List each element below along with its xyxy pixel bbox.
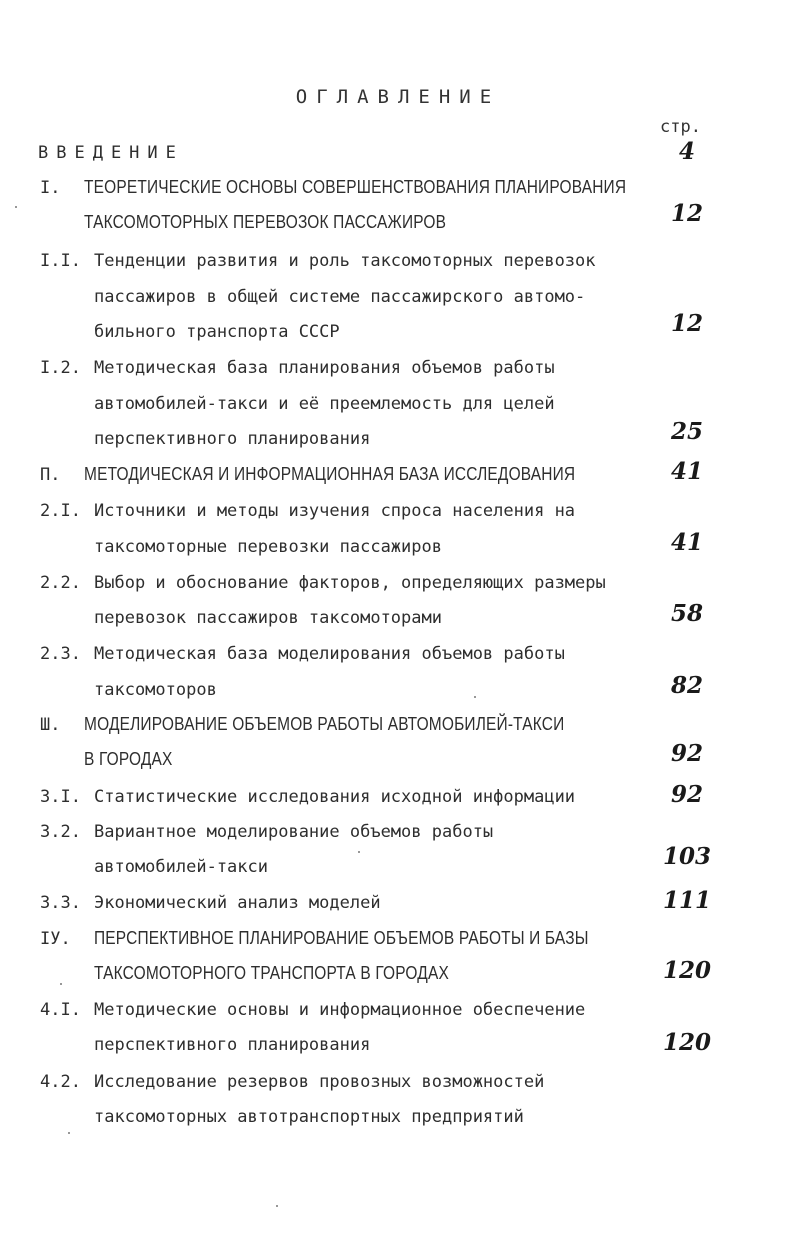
toc-section-title-line: Источники и методы изучения спроса населения на bbox=[94, 501, 576, 521]
toc-section-title-line: Методическая база моделирования объемов работы bbox=[94, 644, 565, 664]
scan-speck bbox=[68, 1132, 70, 1134]
toc-page-number: 120 bbox=[662, 957, 711, 984]
toc-section-number: 4.2. bbox=[40, 1072, 81, 1092]
toc-chapter-title-line: МЕТОДИЧЕСКАЯ И ИНФОРМАЦИОННАЯ БАЗА ИССЛЕДОВАНИЯ bbox=[84, 464, 576, 484]
scan-speck bbox=[358, 851, 360, 853]
toc-section-number: 2.2. bbox=[40, 573, 81, 593]
toc-page-number: 4 bbox=[678, 138, 695, 165]
page-title: ОГЛАВЛЕНИЕ bbox=[295, 86, 501, 108]
toc-page-number: 41 bbox=[670, 529, 703, 556]
toc-section-number: I.I. bbox=[40, 251, 81, 271]
toc-chapter-number: Ш. bbox=[40, 715, 61, 735]
toc-page-number: 103 bbox=[662, 843, 711, 870]
toc-page-number: 92 bbox=[670, 740, 703, 767]
toc-section-title-line: автомобилей-такси bbox=[94, 857, 268, 877]
toc-section-title-line: пассажиров в общей системе пассажирского автомо- bbox=[94, 287, 586, 307]
toc-section-number: I.2. bbox=[40, 358, 81, 378]
toc-section-title-line: Выбор и обоснование факторов, определяющих размеры bbox=[94, 573, 606, 593]
toc-chapter-title-line: ПЕРСПЕКТИВНОЕ ПЛАНИРОВАНИЕ ОБЪЕМОВ РАБОТЫ И БАЗЫ bbox=[94, 928, 589, 948]
toc-section-number: 3.3. bbox=[40, 893, 81, 913]
toc-page-number: 12 bbox=[670, 310, 703, 337]
toc-page-number: 58 bbox=[670, 600, 703, 627]
toc-entry-introduction: ВВЕДЕНИЕ bbox=[38, 143, 184, 163]
toc-page-number: 25 bbox=[670, 418, 703, 445]
toc-section-title-line: перспективного планирования bbox=[94, 1035, 371, 1055]
toc-chapter-title-line: ТЕОРЕТИЧЕСКИЕ ОСНОВЫ СОВЕРШЕНСТВОВАНИЯ ПЛАНИРОВАНИЯ bbox=[84, 177, 627, 197]
scan-speck bbox=[15, 206, 17, 208]
toc-section-number: 4.I. bbox=[40, 1000, 81, 1020]
toc-chapter-number: I. bbox=[40, 178, 61, 198]
toc-page-number: 111 bbox=[662, 887, 711, 914]
scan-speck bbox=[276, 1205, 278, 1207]
toc-section-number: 2.I. bbox=[40, 501, 81, 521]
toc-section-title-line: автомобилей-такси и её преемлемость для целей bbox=[94, 394, 555, 414]
toc-chapter-title-line: В ГОРОДАХ bbox=[84, 749, 173, 769]
toc-section-title-line: перспективного планирования bbox=[94, 429, 371, 449]
toc-chapter-title-line: МОДЕЛИРОВАНИЕ ОБЪЕМОВ РАБОТЫ АВТОМОБИЛЕЙ-ТАКСИ bbox=[84, 714, 565, 734]
toc-section-title-line: бильного транспорта СССР bbox=[94, 322, 340, 342]
toc-page-number: 120 bbox=[662, 1029, 711, 1056]
toc-section-number: 2.3. bbox=[40, 644, 81, 664]
toc-section-title-line: Методическая база планирования объемов работы bbox=[94, 358, 555, 378]
toc-page-number: 82 bbox=[670, 672, 703, 699]
scan-speck bbox=[474, 696, 476, 698]
toc-chapter-title-line: ТАКСОМОТОРНЫХ ПЕРЕВОЗОК ПАССАЖИРОВ bbox=[84, 212, 447, 232]
toc-section-title-line: таксомоторов bbox=[94, 680, 217, 700]
toc-section-title-line: Исследование резервов провозных возможностей bbox=[94, 1072, 545, 1092]
toc-section-number: 3.I. bbox=[40, 787, 81, 807]
toc-chapter-number: IУ. bbox=[40, 929, 71, 949]
toc-section-title-line: Статистические исследования исходной информации bbox=[94, 787, 576, 807]
toc-section-title-line: Методические основы и информационное обеспечение bbox=[94, 1000, 586, 1020]
scan-speck bbox=[60, 983, 62, 985]
toc-chapter-number: П. bbox=[40, 465, 61, 485]
toc-section-title-line: таксомоторных автотранспортных предприятий bbox=[94, 1107, 524, 1127]
toc-section-title-line: Вариантное моделирование объемов работы bbox=[94, 822, 494, 842]
toc-page-number: 92 bbox=[670, 781, 703, 808]
toc-page-number: 41 bbox=[670, 458, 703, 485]
toc-page-number: 12 bbox=[670, 200, 703, 227]
toc-section-title-line: таксомоторные перевозки пассажиров bbox=[94, 537, 442, 557]
toc-section-title-line: Тенденции развития и роль таксомоторных перевозок bbox=[94, 251, 596, 271]
toc-section-title-line: Экономический анализ моделей bbox=[94, 893, 381, 913]
toc-section-title-line: перевозок пассажиров таксомоторами bbox=[94, 608, 442, 628]
page-column-label: стр. bbox=[660, 117, 701, 137]
toc-chapter-title-line: ТАКСОМОТОРНОГО ТРАНСПОРТА В ГОРОДАХ bbox=[94, 963, 449, 983]
toc-section-number: 3.2. bbox=[40, 822, 81, 842]
